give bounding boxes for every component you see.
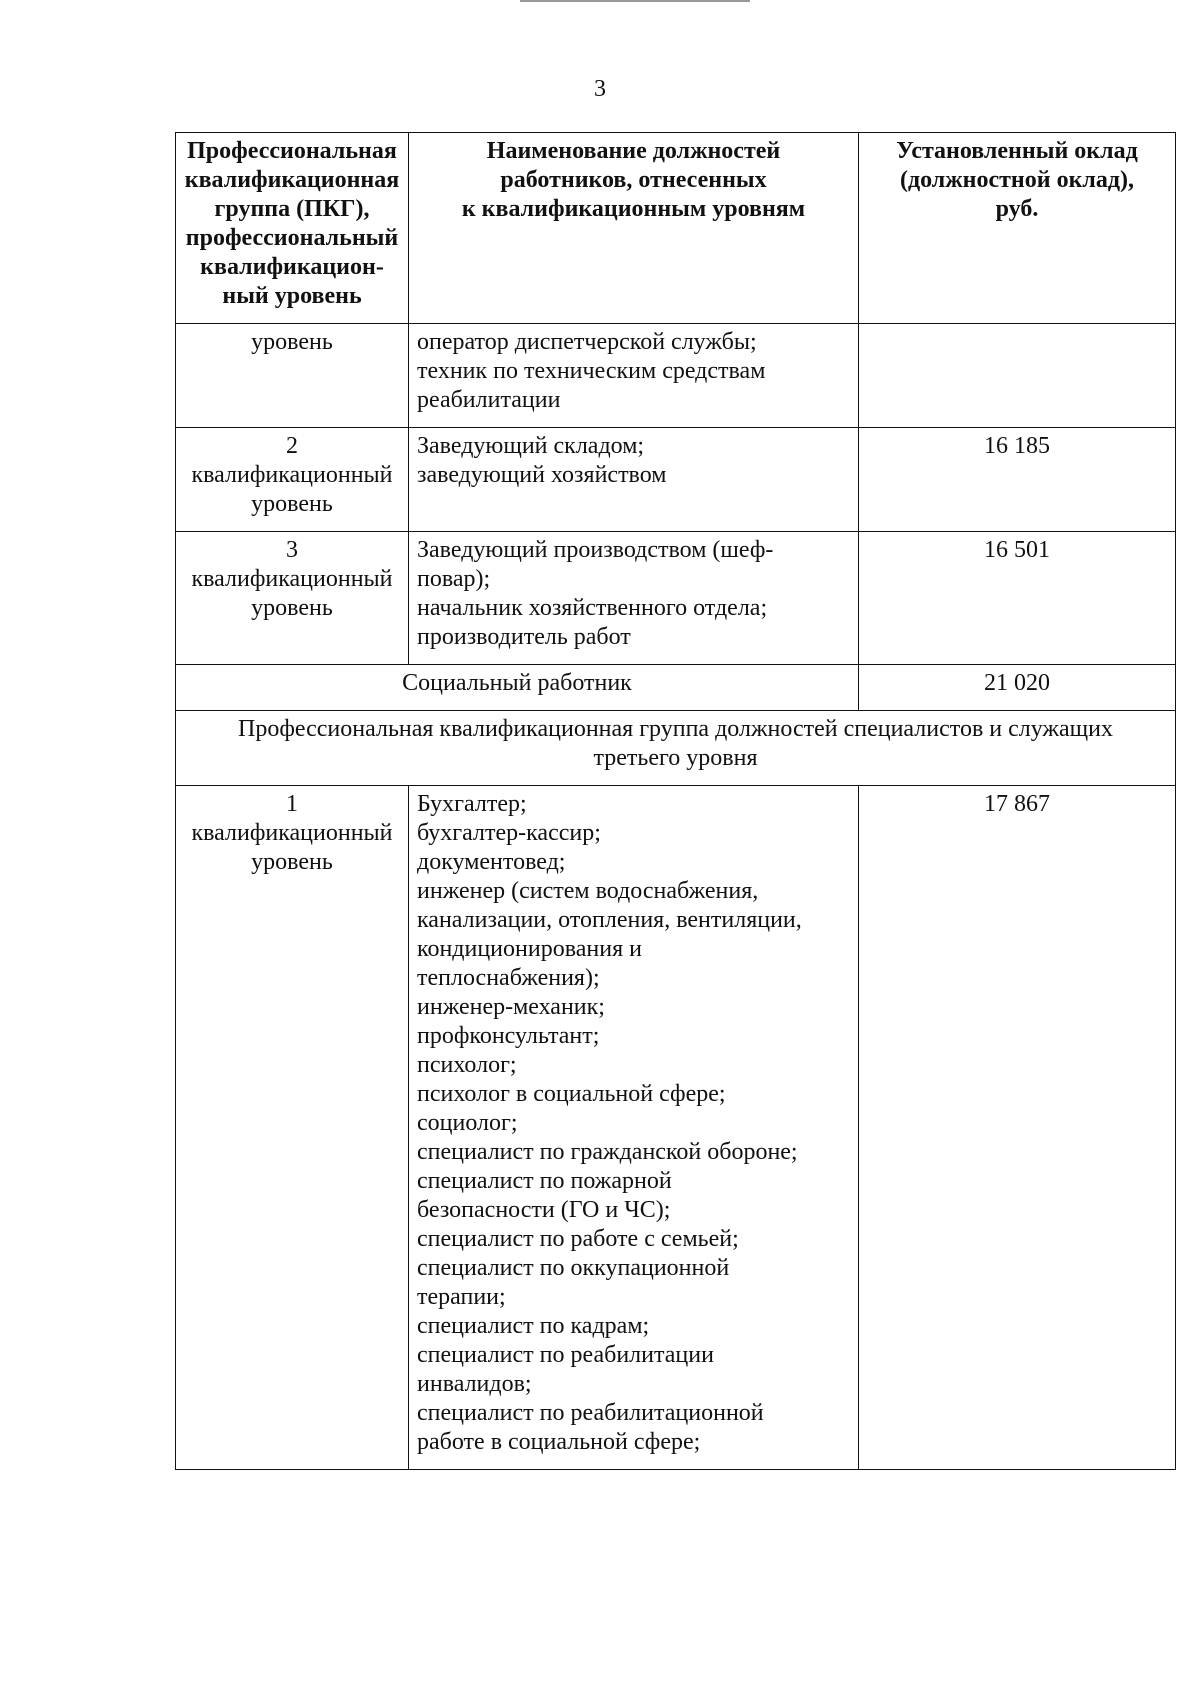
header-text: руб. — [995, 196, 1039, 222]
page-number: 3 — [594, 76, 606, 102]
level-text: квалификационный — [191, 566, 393, 592]
level-text: 1 — [286, 791, 298, 817]
header-text: профессиональный — [185, 225, 399, 251]
position-text: специалист по пожарной — [417, 1168, 672, 1194]
position-text: психолог; — [417, 1052, 517, 1078]
header-text: ный уровень — [222, 283, 362, 309]
level-cell — [176, 324, 409, 428]
salary-cell: 21 020 — [859, 665, 1176, 711]
header-cell-salary — [859, 133, 1176, 324]
group-title-row — [176, 711, 1176, 786]
header-text: Наименование должностей — [486, 138, 781, 164]
position-text: специалист по реабилитации — [417, 1342, 714, 1368]
top-edge-line — [520, 0, 750, 4]
position-text: повар); — [417, 566, 491, 592]
positions-cell — [409, 428, 859, 532]
position-text: Заведующий складом; — [417, 433, 645, 459]
positions-cell — [409, 786, 859, 1470]
group-title-text: Профессиональная квалификационная группа должностей специалистов и служащих — [237, 716, 1113, 742]
position-text: инженер-механик; — [417, 994, 605, 1020]
table-row — [176, 428, 1176, 532]
position-text: производитель работ — [417, 624, 631, 650]
salary-cell — [859, 324, 1176, 428]
position-text: оператор диспетчерской службы; — [417, 329, 757, 355]
salary-cell: 17 867 — [859, 786, 1176, 1470]
level-text: уровень — [251, 849, 333, 875]
positions-cell — [409, 324, 859, 428]
position-text: документовед; — [417, 849, 566, 875]
level-cell — [176, 532, 409, 665]
group-title-cell — [176, 711, 1176, 786]
table-row — [176, 324, 1176, 428]
header-text: квалификацион- — [200, 254, 384, 280]
social-worker-row — [176, 665, 1176, 711]
positions-cell — [409, 532, 859, 665]
salary-cell: 16 501 — [859, 532, 1176, 665]
table-row — [176, 786, 1176, 1470]
position-text: инженер (систем водоснабжения, — [417, 878, 759, 904]
position-text: специалист по гражданской обороне; — [417, 1139, 798, 1165]
header-text: (должностной оклад), — [899, 167, 1135, 193]
header-text: группа (ПКГ), — [214, 196, 370, 222]
level-text: уровень — [251, 595, 333, 621]
position-text: социолог; — [417, 1110, 518, 1136]
position-text: специалист по реабилитационной — [417, 1400, 764, 1426]
position-text: профконсультант; — [417, 1023, 600, 1049]
position-text: специалист по кадрам; — [417, 1313, 650, 1339]
table-row — [176, 532, 1176, 665]
level-text: квалификационный — [191, 820, 393, 846]
position-text: теплоснабжения); — [417, 965, 600, 991]
position-text: специалист по работе с семьей; — [417, 1226, 739, 1252]
header-text: Профессиональная — [187, 138, 397, 164]
position-text: Заведующий производством (шеф- — [417, 537, 774, 563]
header-text: к квалификационным уровням — [461, 196, 806, 222]
position-text: специалист по оккупационной — [417, 1255, 730, 1281]
position-text: терапии; — [417, 1284, 506, 1310]
salary-cell: 16 185 — [859, 428, 1176, 532]
level-text: квалификационный — [191, 462, 393, 488]
table-header-row — [176, 133, 1176, 324]
header-text: квалификационная — [184, 167, 400, 193]
header-cell-pkg — [176, 133, 409, 324]
position-text: безопасности (ГО и ЧС); — [417, 1197, 671, 1223]
position-text: психолог в социальной сфере; — [417, 1081, 726, 1107]
header-text: работников, отнесенных — [500, 167, 767, 193]
social-worker-label: Социальный работник — [176, 665, 859, 711]
header-text: Установленный оклад — [896, 138, 1138, 164]
position-text: заведующий хозяйством — [417, 462, 667, 488]
salary-table — [175, 132, 1176, 1470]
level-text: 2 — [286, 433, 298, 459]
level-cell — [176, 786, 409, 1470]
level-cell — [176, 428, 409, 532]
position-text: инвалидов; — [417, 1371, 532, 1397]
position-text: кондиционирования и — [417, 936, 642, 962]
level-text: уровень — [251, 329, 333, 355]
position-text: реабилитации — [417, 387, 561, 413]
level-text: 3 — [286, 537, 298, 563]
position-text: Бухгалтер; — [417, 791, 527, 817]
position-text: техник по техническим средствам — [417, 358, 766, 384]
position-text: канализации, отопления, вентиляции, — [417, 907, 802, 933]
position-text: начальник хозяйственного отдела; — [417, 595, 768, 621]
level-text: уровень — [251, 491, 333, 517]
header-cell-positions — [409, 133, 859, 324]
position-text: работе в социальной сфере; — [417, 1429, 701, 1455]
group-title-text: третьего уровня — [593, 745, 758, 771]
position-text: бухгалтер-кассир; — [417, 820, 601, 846]
